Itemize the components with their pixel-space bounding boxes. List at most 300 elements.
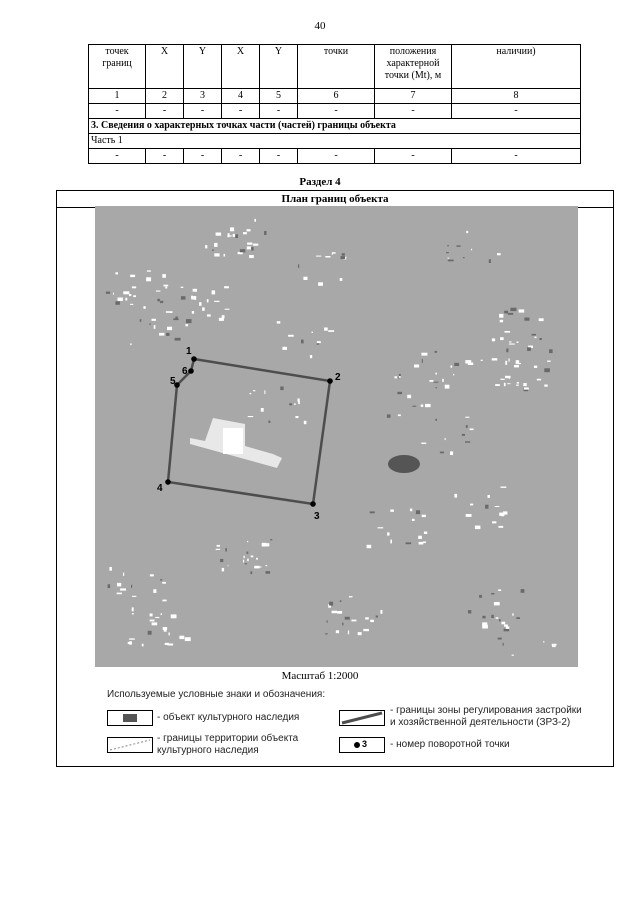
map-speckle (185, 324, 188, 326)
point-label-3: 3 (314, 511, 320, 522)
map-speckle (191, 296, 193, 300)
scale-label: Масштаб 1:2000 (281, 670, 359, 682)
map-speckle (301, 340, 304, 344)
table-cell: наличии) (452, 45, 581, 89)
map-speckle (132, 596, 136, 597)
map-speckle (248, 416, 254, 417)
table-cell: - (298, 104, 375, 119)
map-speckle (225, 548, 227, 551)
map-speckle (510, 308, 516, 311)
table-cell: точки (298, 45, 375, 89)
map-speckle (488, 495, 490, 498)
table-cell: - (89, 149, 146, 164)
map-speckle (475, 526, 481, 530)
map-speckle (504, 383, 506, 386)
map-speckle (217, 545, 220, 547)
map-speckle (380, 610, 382, 614)
map-speckle (212, 290, 216, 294)
map-speckle (516, 617, 520, 619)
table-cell: - (146, 149, 184, 164)
map-speckle (470, 429, 474, 431)
map-speckle (123, 573, 124, 576)
map-speckle (505, 361, 507, 365)
map-speckle (161, 613, 162, 615)
map-speckle (130, 275, 135, 277)
map-speckle (422, 515, 426, 517)
map-speckle (424, 532, 427, 535)
map-speckle (509, 341, 511, 342)
map-speckle (390, 510, 394, 512)
table-cell: - (298, 149, 375, 164)
map-speckle (390, 540, 392, 544)
point-label-4: 4 (157, 483, 163, 494)
map-speckle (247, 229, 251, 231)
map-speckle (329, 602, 333, 606)
map-speckle (482, 616, 485, 619)
map-speckle (496, 617, 499, 619)
map-speckle (266, 565, 268, 566)
table-header-row (89, 45, 581, 89)
point-label-5: 5 (170, 376, 176, 387)
table-cell: - (452, 149, 581, 164)
map-speckle (261, 408, 264, 412)
map-speckle (115, 272, 118, 274)
map-speckle (419, 542, 424, 545)
map-speckle (152, 622, 158, 625)
turning-point-1 (191, 356, 197, 362)
map-speckle (466, 514, 472, 517)
table-row (89, 89, 581, 104)
map-speckle (345, 617, 350, 620)
map-speckle (316, 256, 321, 257)
map-speckle (352, 620, 357, 622)
map-speckle (207, 314, 211, 316)
table-cell: 3 (184, 89, 222, 104)
map-speckle (250, 393, 252, 394)
table-cell: 7 (375, 89, 452, 104)
map-speckle (440, 452, 444, 454)
map-speckle (445, 385, 450, 389)
map-speckle (512, 655, 514, 656)
map-speckle (130, 304, 133, 305)
map-speckle (304, 421, 307, 424)
map-speckle (155, 617, 159, 618)
map-speckle (253, 244, 258, 246)
map-speckle (454, 494, 457, 498)
map-speckle (251, 556, 254, 558)
map-speckle (367, 545, 372, 548)
map-speckle (224, 286, 229, 288)
map-speckle (514, 365, 519, 368)
plan-title: План границ объекта (57, 191, 613, 208)
map-speckle (146, 277, 151, 281)
map-speckle (451, 365, 453, 367)
table-cell: - (222, 149, 260, 164)
map-speckle (485, 505, 488, 509)
map-speckle (534, 366, 537, 368)
map-speckle (395, 376, 398, 378)
map-speckle (171, 614, 177, 618)
map-speckle (247, 552, 249, 554)
table-cell: X (146, 45, 184, 89)
map-speckle (509, 377, 510, 379)
table-section-row (89, 119, 581, 134)
map-speckle (181, 287, 184, 288)
map-speckle (312, 332, 314, 333)
map-speckle (376, 616, 378, 618)
map-speckle (167, 327, 172, 330)
map-speckle (233, 234, 236, 237)
map-speckle (516, 385, 519, 386)
map-speckle (500, 379, 504, 380)
map-speckle (245, 563, 247, 564)
map-speckle (509, 358, 510, 362)
map-speckle (298, 399, 300, 402)
turning-point-6 (188, 368, 194, 374)
table-cell: Y (260, 45, 298, 89)
turning-point-sample-dot (354, 742, 360, 748)
map-speckle (524, 318, 529, 321)
map-speckle (118, 298, 123, 302)
map-speckle (247, 246, 251, 249)
map-speckle (341, 256, 346, 259)
map-speckle (524, 388, 529, 390)
map-speckle (214, 243, 217, 247)
map-speckle (163, 285, 168, 287)
map-speckle (123, 291, 129, 294)
map-speckle (489, 259, 491, 263)
map-speckle (175, 338, 181, 341)
map-speckle (445, 438, 446, 440)
map-speckle (540, 338, 542, 340)
map-speckle (169, 633, 170, 636)
boundary-plan-map (95, 206, 578, 667)
map-speckle (491, 615, 494, 618)
map-speckle (534, 337, 536, 339)
map-speckle (508, 313, 514, 315)
section-3-title: 3. Сведения о характерных точках части (частей) границы объекта (89, 119, 581, 134)
map-speckle (225, 309, 230, 310)
zone-bounds-swatch (339, 710, 385, 726)
table-cell: - (89, 104, 146, 119)
table-part-row (89, 134, 581, 149)
map-speckle (150, 323, 151, 325)
table-cell: - (375, 104, 452, 119)
map-speckle (412, 519, 415, 521)
map-speckle (544, 368, 550, 372)
map-speckle (254, 566, 259, 569)
map-speckle (501, 622, 505, 625)
section-title: Раздел 4 (299, 176, 341, 188)
map-speckle (342, 623, 343, 626)
table-cell: Y (184, 45, 222, 89)
point-label-6: 6 (182, 366, 188, 377)
map-speckle (162, 582, 166, 584)
map-speckle (435, 419, 437, 421)
map-speckle (216, 549, 220, 550)
map-speckle (436, 387, 437, 388)
map-speckle (157, 299, 160, 302)
map-speckle (505, 331, 511, 333)
table-cell: 6 (298, 89, 375, 104)
map-speckle (471, 249, 472, 251)
map-speckle (340, 600, 342, 602)
map-speckle (506, 627, 510, 629)
legend-zone-bounds: - границы зоны регулирования застройки и хозяйственной деятельности (ЗРЗ-2) (390, 705, 582, 728)
map-speckle (397, 392, 402, 394)
map-speckle (547, 361, 550, 362)
map-speckle (499, 314, 503, 318)
map-speckle (128, 642, 132, 644)
table-row (89, 149, 581, 164)
map-speckle (253, 390, 255, 391)
map-speckle (410, 509, 412, 512)
table-cell: 1 (89, 89, 146, 104)
map-speckle (492, 358, 498, 360)
map-speckle (212, 249, 213, 251)
map-speckle (543, 641, 544, 643)
map-speckle (115, 301, 120, 305)
map-speckle (289, 403, 292, 405)
map-speckle (193, 296, 196, 300)
table-cell: - (452, 104, 581, 119)
map-speckle (165, 287, 167, 289)
map-speckle (468, 610, 471, 613)
table-cell: - (260, 149, 298, 164)
map-speckle (244, 556, 245, 559)
map-speckle (552, 644, 557, 646)
map-speckle (363, 629, 369, 631)
map-speckle (219, 318, 224, 321)
map-speckle (129, 294, 131, 296)
map-speckle (325, 256, 330, 258)
map-speckle (435, 351, 438, 353)
map-speckle (142, 644, 144, 647)
map-speckle (494, 602, 500, 605)
map-speckle (324, 328, 328, 331)
map-speckle (482, 622, 487, 625)
map-speckle (192, 311, 194, 314)
heritage-object-map (388, 455, 420, 473)
map-speckle (250, 571, 252, 574)
legend-turning-point: - номер поворотной точки (390, 739, 510, 750)
map-speckle (387, 414, 391, 417)
map-speckle (228, 565, 229, 566)
map-speckle (348, 631, 349, 635)
map-speckle (416, 510, 420, 514)
map-speckle (512, 613, 513, 615)
legend-territory-bounds: - границы территории объекта культурного наследия (157, 733, 299, 756)
map-speckle (175, 317, 177, 320)
map-speckle (332, 611, 338, 614)
map-speckle (498, 526, 503, 528)
map-speckle (327, 620, 328, 623)
map-speckle (552, 646, 556, 647)
map-speckle (504, 629, 510, 632)
map-speckle (491, 593, 494, 595)
map-speckle (168, 644, 174, 646)
map-speckle (503, 643, 504, 646)
map-speckle (282, 347, 287, 350)
map-speckle (492, 338, 495, 341)
map-speckle (407, 395, 411, 398)
table-cell: 2 (146, 89, 184, 104)
map-speckle (453, 374, 454, 376)
coordinates-table (88, 44, 581, 164)
map-speckle (518, 363, 521, 364)
map-speckle (328, 330, 334, 332)
map-speckle (214, 253, 219, 256)
table-cell: X (222, 45, 260, 89)
map-speckle (532, 334, 537, 336)
map-speckle (153, 589, 156, 593)
map-speckle (230, 227, 234, 231)
map-speckle (130, 343, 131, 345)
map-speckle (503, 511, 508, 514)
map-speckle (120, 588, 126, 590)
map-speckle (185, 637, 191, 641)
map-speckle (470, 504, 473, 506)
map-speckle (220, 559, 223, 562)
map-speckle (509, 344, 515, 345)
map-speckle (434, 382, 439, 383)
map-speckle (481, 360, 483, 361)
map-speckle (422, 359, 423, 363)
map-speckle (317, 343, 319, 344)
table-cell: положения характерной точки (Mt), м (375, 45, 452, 89)
map-speckle (162, 600, 166, 602)
map-speckle (479, 595, 482, 598)
map-speckle (140, 319, 142, 322)
map-speckle (465, 417, 469, 418)
map-speckle (310, 355, 312, 358)
map-speckle (406, 542, 412, 544)
map-speckle (500, 337, 504, 340)
map-speckle (358, 632, 362, 635)
map-speckle (523, 383, 526, 386)
map-speckle (544, 385, 547, 387)
map-speckle (318, 282, 323, 286)
map-speckle (227, 235, 232, 236)
map-speckle (387, 532, 389, 535)
map-speckle (247, 559, 249, 562)
map-speckle (507, 383, 510, 384)
map-speckle (160, 301, 163, 303)
map-speckle (109, 567, 112, 571)
map-speckle (423, 541, 426, 543)
map-speckle (166, 311, 170, 313)
point-label-2: 2 (335, 372, 341, 383)
map-speckle (264, 231, 266, 235)
map-speckle (131, 585, 132, 588)
map-speckle (349, 596, 353, 597)
map-speckle (256, 558, 258, 560)
zone-swatch-line (340, 711, 384, 725)
table-cell: 4 (222, 89, 260, 104)
table-cell: - (375, 149, 452, 164)
map-speckle (207, 299, 209, 302)
map-speckle (446, 252, 449, 253)
map-speckle (527, 347, 531, 351)
map-speckle (442, 379, 444, 382)
map-speckle (264, 390, 265, 394)
turning-point-sample-label: 3 (362, 739, 368, 749)
map-speckle (448, 258, 450, 259)
map-speckle (378, 527, 384, 528)
map-speckle (497, 253, 501, 255)
table-cell: - (222, 104, 260, 119)
part-label: Часть 1 (89, 134, 581, 149)
map-background (95, 206, 578, 667)
map-speckle (421, 405, 424, 407)
map-speckle (466, 231, 468, 233)
point-label-1: 1 (186, 346, 192, 357)
map-speckle (150, 574, 154, 576)
table-cell: 8 (452, 89, 581, 104)
map-speckle (147, 270, 151, 271)
map-speckle (519, 309, 525, 312)
map-speckle (492, 521, 496, 523)
table-cell: - (184, 104, 222, 119)
map-speckle (294, 403, 296, 405)
map-speckle (159, 333, 164, 336)
map-speckle (504, 311, 508, 314)
map-speckle (498, 638, 502, 640)
map-speckle (418, 536, 422, 539)
map-speckle (456, 245, 460, 246)
table-cell: - (146, 104, 184, 119)
map-speckle (186, 319, 192, 323)
map-speckle (521, 589, 525, 593)
table-cell: 5 (260, 89, 298, 104)
map-speckle (270, 539, 272, 540)
map-speckle (517, 342, 519, 343)
legend-title: Используемые условные знаки и обозначения: (107, 689, 326, 700)
map-speckle (537, 379, 541, 381)
map-speckle (125, 298, 127, 301)
map-speckle (179, 636, 184, 639)
map-speckle (495, 506, 500, 507)
map-speckle (325, 633, 328, 634)
turning-point-3 (310, 501, 316, 507)
map-speckle (150, 620, 155, 622)
map-speckle (499, 619, 501, 621)
map-speckle (113, 293, 114, 295)
map-speckle (193, 289, 197, 292)
map-speckle (421, 443, 426, 444)
map-speckle (148, 631, 152, 635)
map-speckle (156, 291, 161, 292)
heritage-swatch-fill (123, 714, 137, 722)
legend-heritage-object: - объект культурного наследия (157, 712, 300, 723)
map-speckle (162, 274, 166, 278)
map-speckle (498, 589, 501, 591)
map-speckle (501, 515, 504, 516)
map-speckle (152, 319, 156, 321)
map-speckle (254, 219, 256, 222)
map-speckle (466, 425, 468, 428)
map-speckle (163, 627, 167, 630)
map-speckle (549, 349, 553, 353)
map-speckle (336, 630, 339, 633)
map-speckle (280, 387, 283, 391)
map-speckle (501, 487, 507, 488)
map-speckle (332, 252, 336, 254)
map-speckle (465, 360, 471, 363)
map-speckle (243, 232, 247, 234)
table-row (89, 104, 581, 119)
map-speckle (240, 249, 245, 252)
